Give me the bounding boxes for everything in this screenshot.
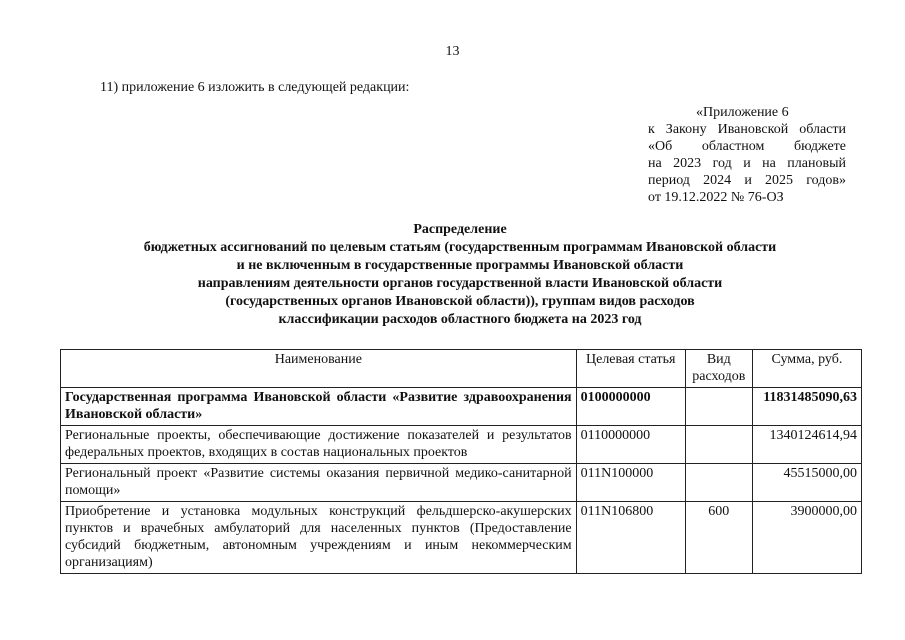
row-code: 011N106800 (576, 502, 685, 574)
appendix-ref-line: от 19.12.2022 № 76-ОЗ (648, 190, 784, 205)
appendix-reference (648, 104, 846, 206)
table-header-row (61, 350, 862, 388)
title-line: классификации расходов областного бюджета на 2023 год (278, 312, 642, 327)
row-name: Приобретение и установка модульных конструкций фельдшерско-акушерских пунктов и врачебных амбулаторий для населенных пунктов (Предоставление субсидий бюджетным, автономным учреждениям и иным некоммерческим организациям) (61, 502, 577, 574)
row-sum: 1340124614,94 (752, 426, 861, 464)
row-name: Региональные проекты, обеспечивающие достижение показателей и результатов федеральных проектов, входящих в состав национальных проектов (61, 426, 577, 464)
row-sum: 11831485090,63 (752, 388, 861, 426)
appendix-ref-line: к Закону Ивановской области (648, 122, 846, 137)
budget-table (60, 349, 862, 574)
row-type: 600 (685, 502, 752, 574)
row-code: 0110000000 (576, 426, 685, 464)
intro-text: 11) приложение 6 изложить в следующей редакции: (100, 80, 410, 95)
row-type (685, 388, 752, 426)
header-type: Вид расходов (685, 350, 752, 388)
title-line: бюджетных ассигнований по целевым статьям (государственным программам Ивановской области (143, 240, 777, 255)
row-sum: 3900000,00 (752, 502, 861, 574)
row-name: Государственная программа Ивановской области «Развитие здравоохранения Ивановской области» (61, 388, 577, 426)
page-number: 13 (445, 44, 460, 59)
table-row (61, 502, 862, 574)
row-type (685, 426, 752, 464)
appendix-ref-line: на 2023 год и на плановый (648, 156, 846, 171)
title-line: и не включенным в государственные программы Ивановской области (236, 258, 684, 273)
row-sum: 45515000,00 (752, 464, 861, 502)
appendix-ref-line: период 2024 и 2025 годов» (648, 173, 846, 188)
row-code: 011N100000 (576, 464, 685, 502)
row-code: 0100000000 (576, 388, 685, 426)
appendix-ref-line: «Приложение 6 (696, 105, 789, 120)
title-line: направлениям деятельности органов государственной власти Ивановской области (197, 276, 723, 291)
row-name: Региональный проект «Развитие системы оказания первичной медико-санитарной помощи» (61, 464, 577, 502)
table-row (61, 388, 862, 426)
header-name: Наименование (61, 350, 577, 388)
document-title (60, 221, 860, 329)
header-sum: Сумма, руб. (752, 350, 861, 388)
title-line: Распределение (413, 222, 507, 237)
header-code: Целевая статья (576, 350, 685, 388)
appendix-ref-line: «Об областном бюджете (648, 139, 846, 154)
title-line: (государственных органов Ивановской области)), группам видов расходов (225, 294, 695, 309)
table-row (61, 464, 862, 502)
table-row (61, 426, 862, 464)
row-type (685, 464, 752, 502)
